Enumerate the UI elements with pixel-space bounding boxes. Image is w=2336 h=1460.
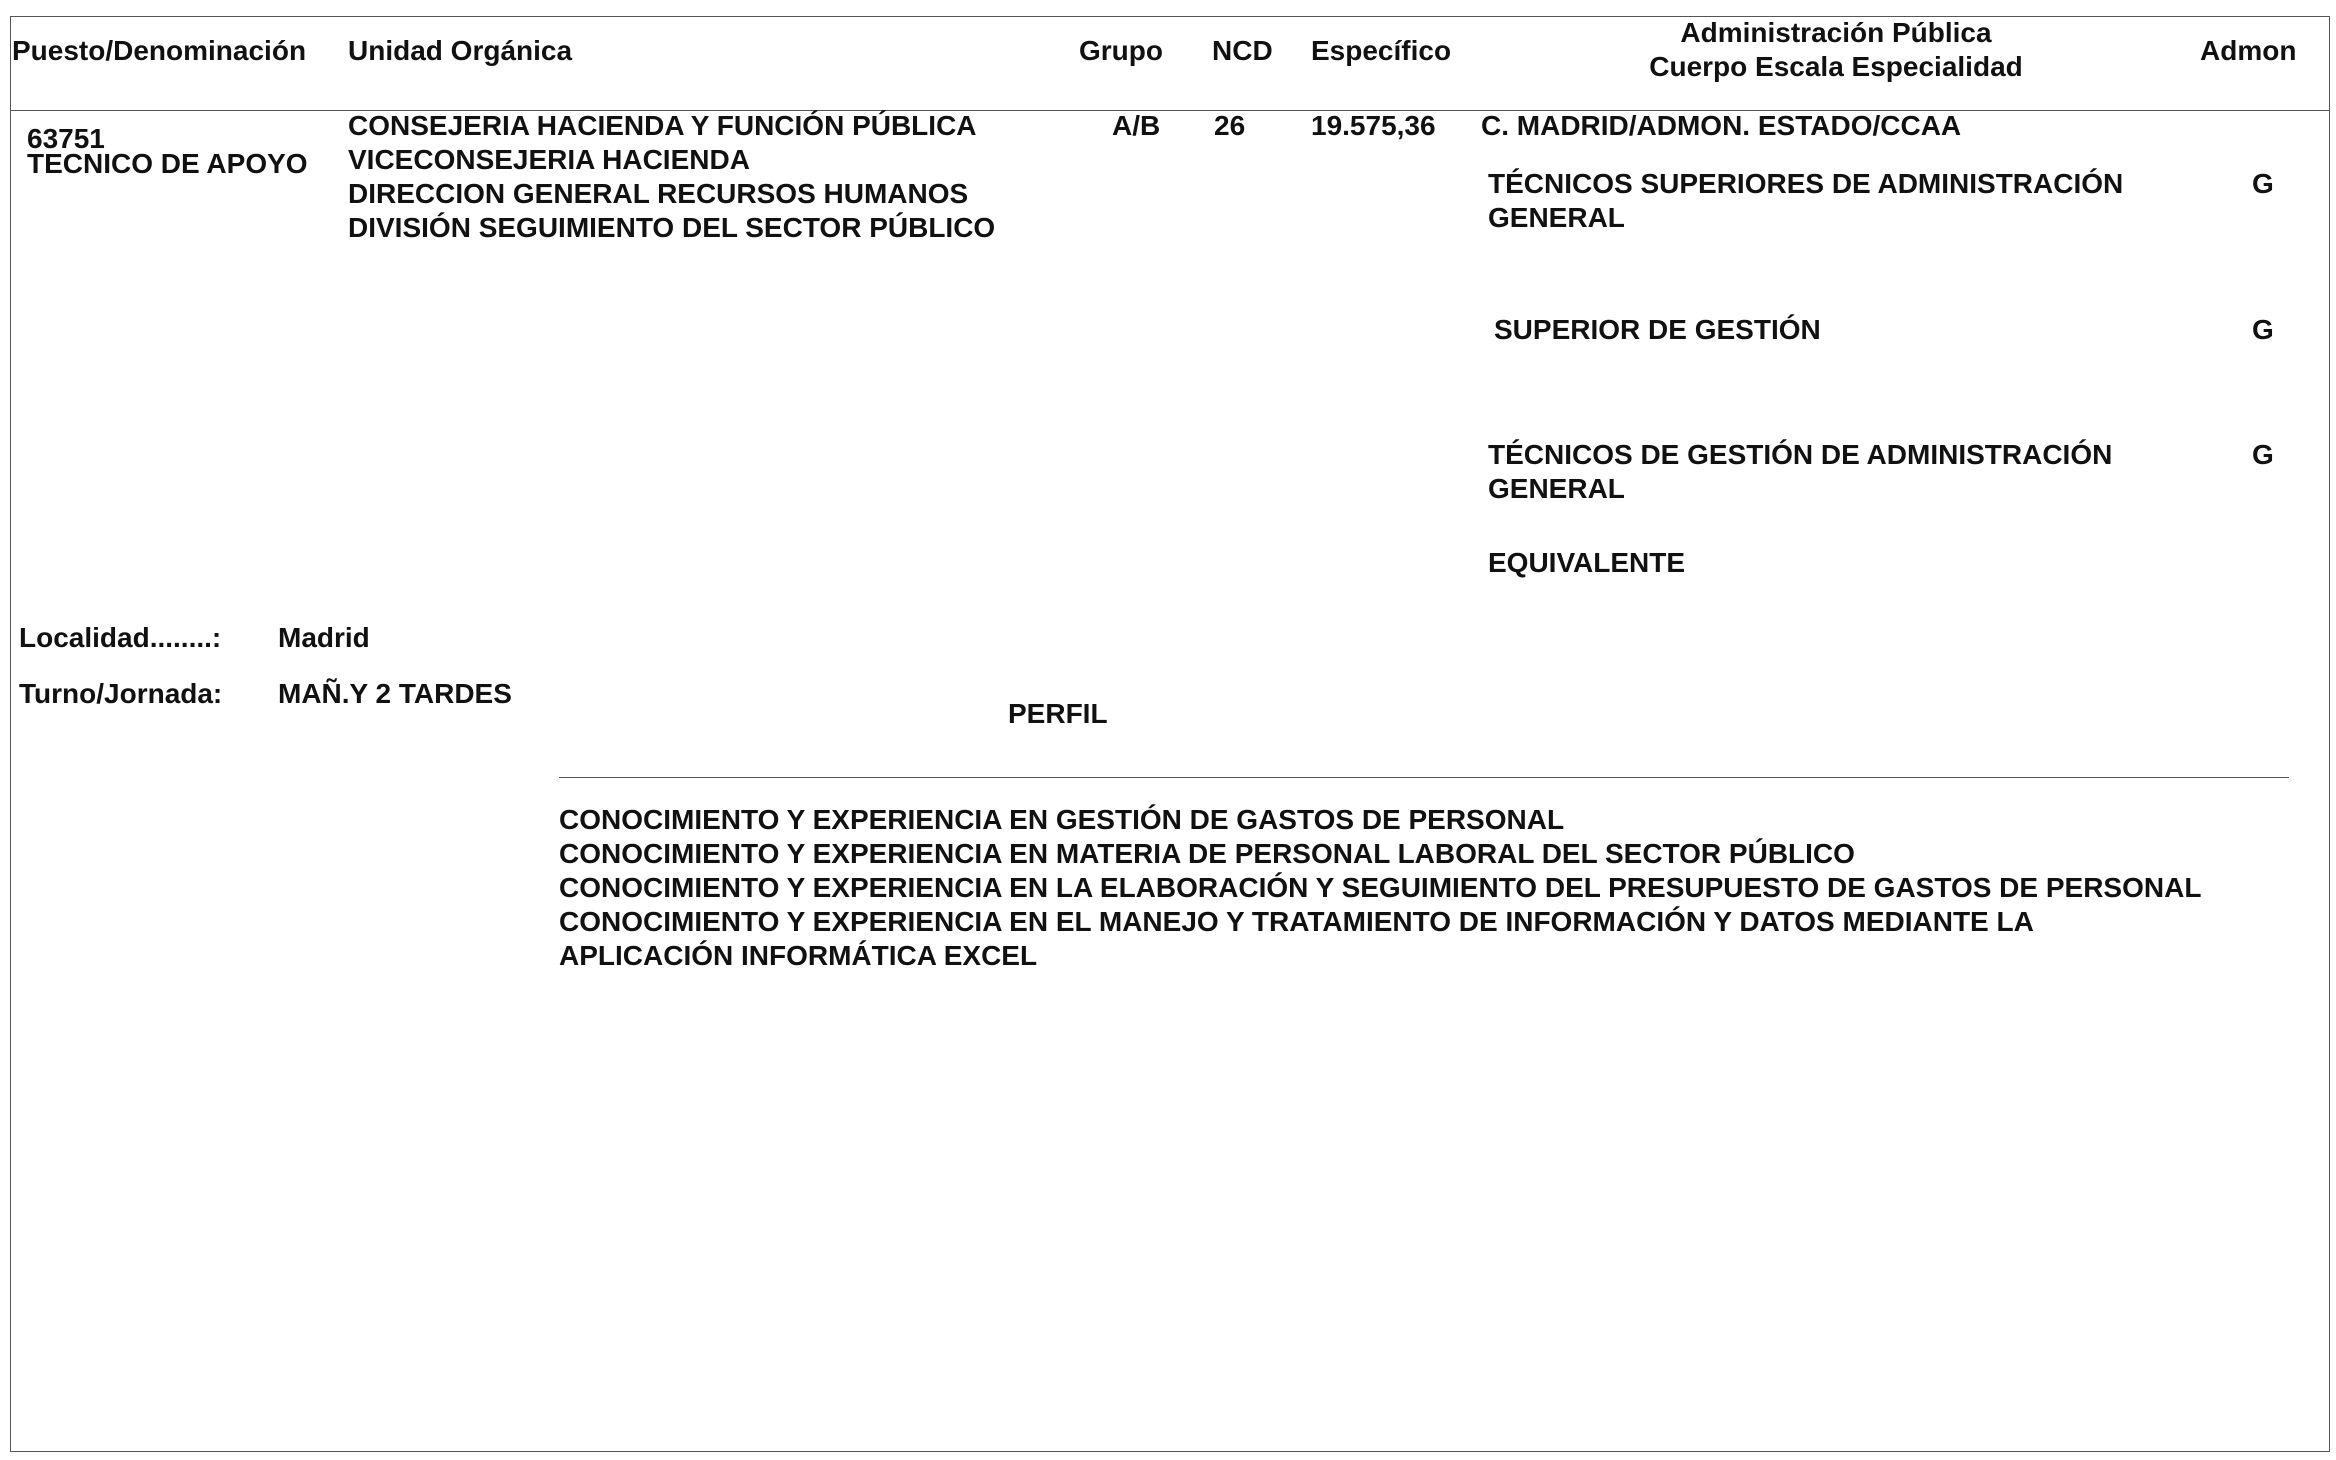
header-admin-line1: Administración Pública <box>1680 17 1992 48</box>
unidad-line-2: VICECONSEJERIA HACIENDA <box>348 144 750 175</box>
header-grupo: Grupo <box>1079 35 1163 66</box>
localidad-value: Madrid <box>278 622 370 653</box>
administracion-value: C. MADRID/ADMON. ESTADO/CCAA <box>1481 110 1962 141</box>
perfil-divider <box>559 777 2289 778</box>
perfil-line-5: APLICACIÓN INFORMÁTICA EXCEL <box>559 940 1038 971</box>
cuerpo-3-line2: GENERAL <box>1488 473 1625 504</box>
cuerpo-1-line1: TÉCNICOS SUPERIORES DE ADMINISTRACIÓN <box>1488 168 2124 199</box>
header-puesto: Puesto/Denominación <box>12 35 307 66</box>
cuerpo-4-line1: EQUIVALENTE <box>1488 547 1686 578</box>
cuerpo-1-line2: GENERAL <box>1488 202 1625 233</box>
header-admon: Admon <box>2200 35 2297 66</box>
cuerpo-2-line1: SUPERIOR DE GESTIÓN <box>1494 314 1821 345</box>
perfil-line-2: CONOCIMIENTO Y EXPERIENCIA EN MATERIA DE PERSONAL LABORAL DEL SECTOR PÚBLICO <box>559 838 1855 869</box>
perfil-line-4: CONOCIMIENTO Y EXPERIENCIA EN EL MANEJO Y TRATAMIENTO DE INFORMACIÓN Y DATOS MEDIANTE LA <box>559 906 2034 937</box>
puesto-code: 63751 <box>27 123 105 154</box>
perfil-line-1: CONOCIMIENTO Y EXPERIENCIA EN GESTIÓN DE GASTOS DE PERSONAL <box>559 804 1565 835</box>
turno-value: MAÑ.Y 2 TARDES <box>278 678 512 709</box>
perfil-title: PERFIL <box>1008 698 1108 729</box>
localidad-label: Localidad........: <box>19 622 222 653</box>
turno-label: Turno/Jornada: <box>19 678 223 709</box>
puesto-name: TECNICO DE APOYO <box>27 148 308 179</box>
header-unidad: Unidad Orgánica <box>348 35 573 66</box>
header-especifico: Específico <box>1311 35 1452 66</box>
cuerpo-3-line1: TÉCNICOS DE GESTIÓN DE ADMINISTRACIÓN <box>1488 439 2113 470</box>
grupo-value: A/B <box>1112 110 1161 141</box>
unidad-line-4: DIVISIÓN SEGUIMIENTO DEL SECTOR PÚBLICO <box>348 212 996 243</box>
especifico-value: 19.575,36 <box>1311 110 1436 141</box>
cuerpo-3-admon: G <box>2252 439 2274 470</box>
ncd-value: 26 <box>1214 110 1246 141</box>
cuerpo-1-admon: G <box>2252 168 2274 199</box>
perfil-line-3: CONOCIMIENTO Y EXPERIENCIA EN LA ELABORACIÓN Y SEGUIMIENTO DEL PRESUPUESTO DE GASTOS DE PERSONAL <box>559 872 2202 903</box>
cuerpo-2-admon: G <box>2252 314 2274 345</box>
unidad-line-1: CONSEJERIA HACIENDA Y FUNCIÓN PÚBLICA <box>348 110 977 141</box>
unidad-line-3: DIRECCION GENERAL RECURSOS HUMANOS <box>348 178 969 209</box>
header-admin-line2: Cuerpo Escala Especialidad <box>1649 51 2023 82</box>
header-ncd: NCD <box>1212 35 1273 66</box>
